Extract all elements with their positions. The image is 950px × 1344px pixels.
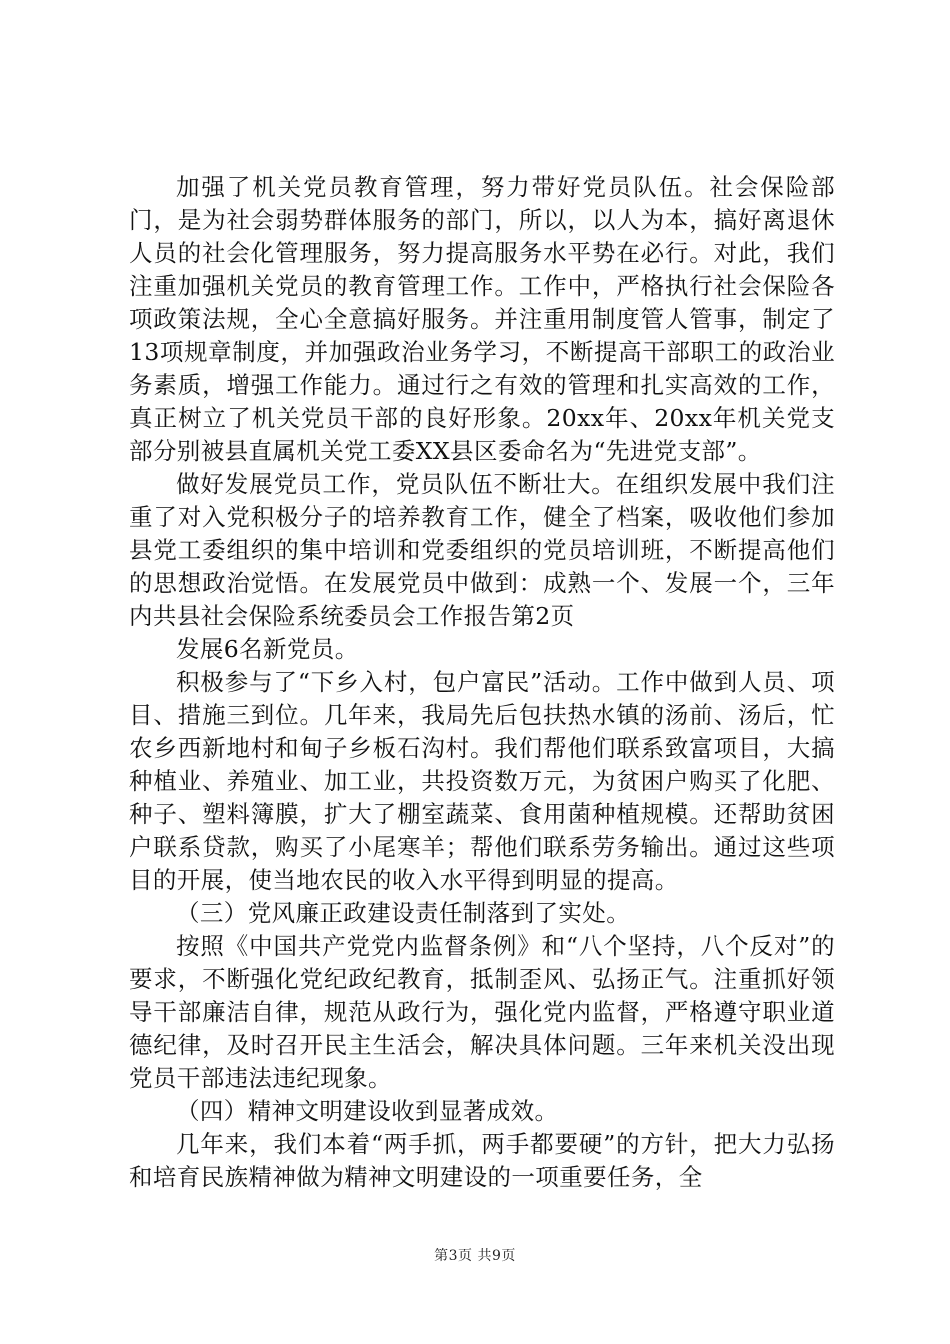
section-heading: （四）精神文明建设收到显著成效。 (176, 1097, 559, 1125)
paragraph: 按照《中国共产党党内监督条例》和“八个坚持，八个反对”的要求，不断强化党纪政纪教育，抵制歪风、弘扬正气。注重抓好领导干部廉洁自律，规范从政行为，强化党内监督，严格遵守职业道德纪律，及时召开民主生活会，解决具体问题。三年来机关没出现党员干部违法违纪现象。 (129, 932, 835, 1092)
paragraph: 发展6名新党员。 (176, 635, 359, 663)
page-footer: 第3页 共9页 (434, 1248, 516, 1264)
paragraph: 几年来，我们本着“两手抓，两手都要硬”的方针，把大力弘扬和培育民族精神做为精神文明建设的一项重要任务，全 (129, 1130, 835, 1191)
paragraph: 加强了机关党员教育管理，努力带好党员队伍。社会保险部门，是为社会弱势群体服务的部门，所以，以人为本，搞好离退休人员的社会化管理服务，努力提高服务水平势在必行。对此，我们注重加强机关党员的教育管理工作。工作中，严格执行社会保险各项政策法规，全心全意搞好服务。并注重用制度管人管事，制定了13项规章制度，并加强政治业务学习，不断提高干部职工的政治业务素质，增强工作能力。通过行之有效的管理和扎实高效的工作，真正树立了机关党员干部的良好形象。20xx年、20xx年机关党支部分别被县直属机关党工委XX县区委命名为“先进党支部”。 (129, 173, 835, 465)
section-heading: （三）党风廉正政建设责任制落到了实处。 (176, 899, 631, 927)
paragraph: 积极参与了“下乡入村，包户富民”活动。工作中做到人员、项目、措施三到位。几年来，我局先后包扶热水镇的汤前、汤后，忙农乡西新地村和甸子乡板石沟村。我们帮他们联系致富项目，大搞种植业、养殖业、加工业，共投资数万元，为贫困户购买了化肥、种子、塑料簿膜，扩大了棚室蔬菜、食用菌种植规模。还帮助贫困户联系贷款，购买了小尾寒羊；帮他们联系劳务输出。通过这些项目的开展，使当地农民的收入水平得到明显的提高。 (129, 668, 835, 894)
paragraph: 做好发展党员工作，党员队伍不断壮大。在组织发展中我们注重了对入党积极分子的培养教育工作，健全了档案，吸收他们参加县党工委组织的集中培训和党委组织的党员培训班，不断提高他们的思想政治觉悟。在发展党员中做到：成熟一个、发展一个，三年内共县社会保险系统委员会工作报告第2页 (129, 470, 835, 630)
document-body (129, 171, 835, 1194)
